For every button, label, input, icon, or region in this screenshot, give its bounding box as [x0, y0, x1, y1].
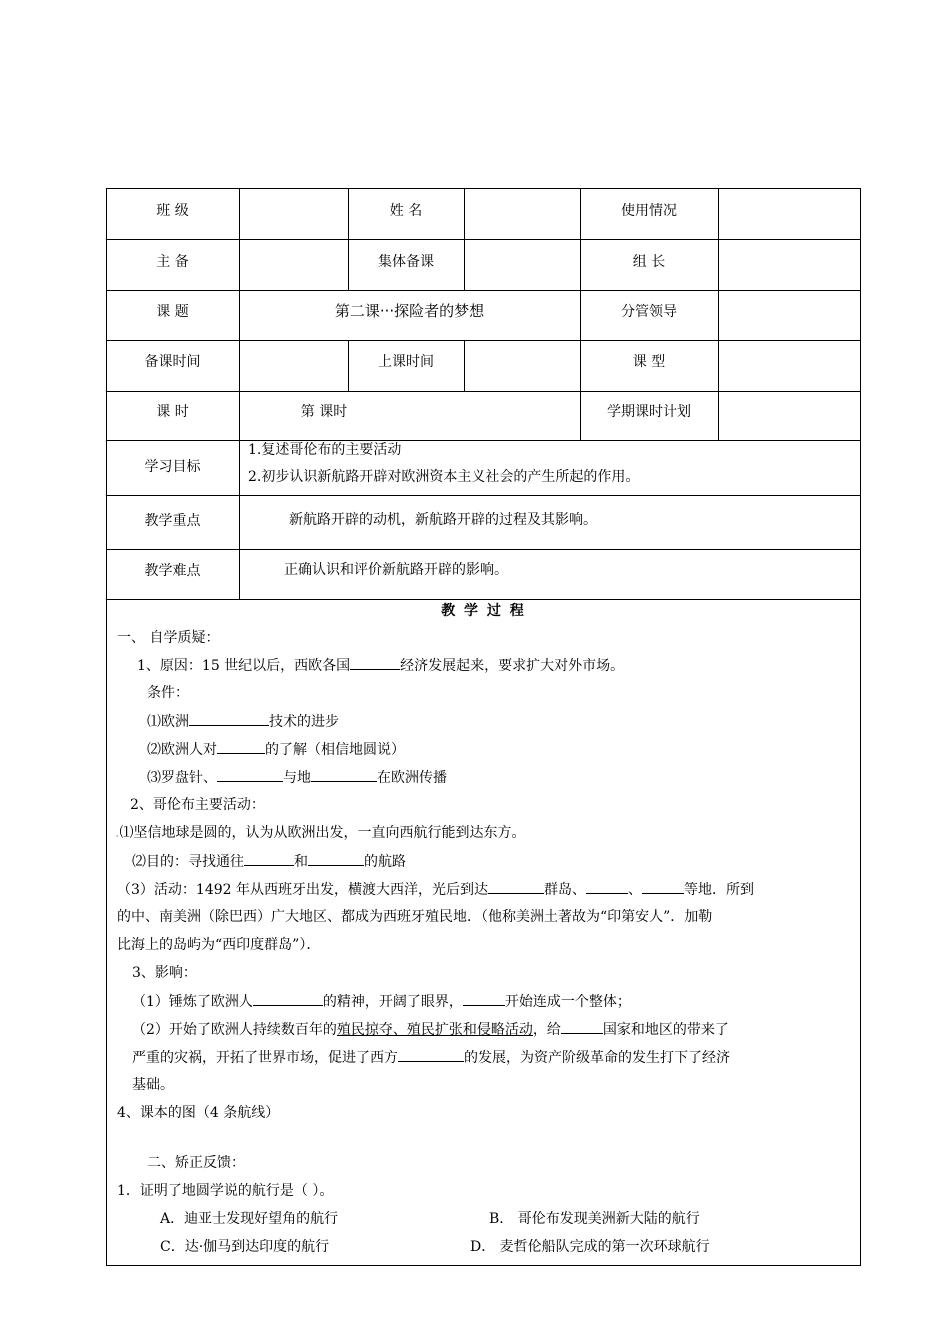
option-c[interactable]: C．达·伽马到达印度的航行 — [160, 1239, 330, 1255]
label-supervisor: 分管领导 — [621, 304, 677, 320]
period-value: 第 课时 — [300, 404, 348, 420]
label-lesson-type: 课 型 — [632, 354, 666, 370]
label-topic: 课 题 — [156, 304, 189, 320]
blank[interactable] — [586, 879, 628, 894]
q1-cause: 1、原因：15 世纪以后，西欧各国 经济发展起来，要求扩大对外市场。 — [137, 655, 624, 676]
lesson-title: 第二课···探险者的梦想 — [334, 302, 485, 320]
section-feedback: 二、矫正反馈： — [147, 1155, 245, 1171]
condition-1: ⑴欧洲 技术的进步 — [147, 711, 339, 732]
conditions-label: 条件： — [147, 685, 189, 701]
impact-2: （2）开始了欧洲人持续数百年的殖民掠夺、殖民扩张和侵略活动，给 国家和地区的带来了 — [132, 1019, 729, 1040]
q2-belief: .⑴坚信地球是圆的，认为从欧洲出发，一直向西航行能到达东方。 — [115, 825, 526, 841]
blank[interactable] — [217, 767, 283, 782]
focus-text: 新航路开辟的动机，新航路开辟的过程及其影响。 — [289, 512, 597, 528]
label-period: 课 时 — [156, 404, 189, 420]
blank[interactable] — [350, 655, 400, 670]
q2-purpose: ⑵目的：寻找通往 和 的航路 — [132, 851, 406, 872]
label-focus: 教学重点 — [144, 513, 201, 529]
label-group-leader: 组 长 — [632, 254, 666, 270]
q2-columbus: 2、哥伦布主要活动： — [130, 797, 265, 813]
mcq-question: 1．证明了地圆学说的航行是（ ）。 — [117, 1183, 334, 1199]
option-a[interactable]: A．迪亚士发现好望角的航行 — [160, 1211, 339, 1227]
q4-map: 4、课本的图（4 条航线） — [117, 1105, 280, 1121]
q2-activity: （3）活动：1492 年从西班牙出发，横渡大西洋，光后到达 群岛、 、 等地．所到 — [117, 879, 754, 900]
label-goals: 学习目标 — [144, 459, 201, 475]
label-main-preparer: 主 备 — [156, 254, 189, 270]
impact-2-line3: 基础。 — [132, 1077, 174, 1093]
condition-2: ⑵欧洲人对 的了解（相信地圆说） — [147, 739, 405, 760]
section-self-study: 一、 自学质疑： — [117, 630, 220, 646]
blank[interactable] — [463, 991, 505, 1006]
process-title: 教 学 过 程 — [441, 603, 526, 619]
option-b[interactable]: B． 哥伦布发现美洲新大陆的航行 — [489, 1211, 700, 1227]
blank[interactable] — [308, 851, 364, 866]
label-usage: 使用情况 — [621, 203, 677, 219]
blank[interactable] — [217, 739, 265, 754]
label-prep-time: 备课时间 — [144, 354, 201, 370]
blank[interactable] — [189, 711, 269, 726]
difficulty-text: 正确认识和评价新航路开辟的影响。 — [284, 562, 508, 578]
q3-impact: 3、影响： — [132, 965, 197, 981]
label-difficulty: 教学难点 — [144, 563, 201, 579]
blank[interactable] — [488, 879, 544, 894]
goal-1: 1.复述哥伦布的主要活动 — [248, 442, 402, 458]
goal-2: 2.初步认识新航路开辟对欧洲资本主义社会的产生所起的作用。 — [248, 469, 640, 485]
label-group-prep: 集体备课 — [378, 254, 434, 270]
blank[interactable] — [561, 1019, 603, 1034]
impact-1: （1）锤炼了欧洲人 的精神，开阔了眼界， 开始连成一个整体； — [132, 991, 631, 1012]
blank[interactable] — [398, 1047, 464, 1062]
option-d[interactable]: D． 麦哲伦船队完成的第一次环球航行 — [470, 1239, 710, 1255]
label-class-time: 上课时间 — [378, 354, 434, 370]
label-name: 姓 名 — [389, 203, 423, 219]
label-class: 班 级 — [156, 203, 189, 219]
blank[interactable] — [253, 991, 323, 1006]
label-term-plan: 学期课时计划 — [607, 404, 691, 420]
blank[interactable] — [642, 879, 684, 894]
impact-2-line2: 严重的灾祸，开拓了世界市场，促进了西方 的发展，为资产阶级革命的发生打下了经济 — [132, 1047, 730, 1068]
q2-activity-line2: 的中、南美洲（除巴西）广大地区、都成为西班牙殖民地．（他称美洲土著故为“印第安人”．加勒 — [117, 909, 713, 925]
q2-activity-line3: 比海上的岛屿为“西印度群岛”）． — [117, 937, 321, 953]
blank[interactable] — [311, 767, 377, 782]
condition-3: ⑶罗盘针、 与地 在欧洲传播 — [147, 767, 447, 788]
blank[interactable] — [244, 851, 294, 866]
